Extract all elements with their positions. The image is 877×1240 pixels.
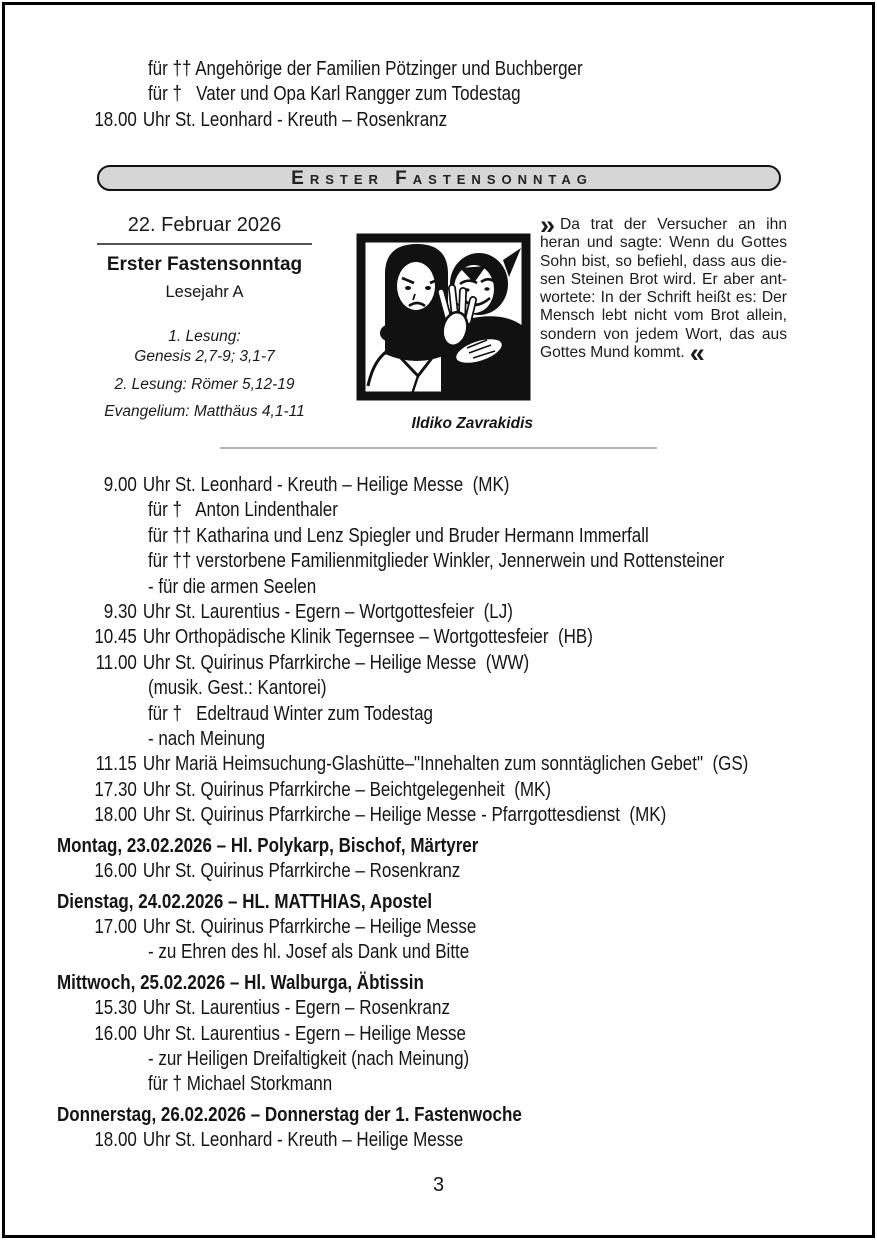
intention-text: - nach Meinung	[147, 728, 266, 751]
event-text: Uhr St. Quirinus Pfarrkirche – Rosenkranz	[142, 860, 461, 883]
intention-line	[57, 575, 839, 600]
schedule-line	[57, 625, 839, 650]
time-value: 17.30	[94, 778, 137, 801]
intention-line	[57, 702, 839, 727]
section-banner-label: Erster Fastensonntag	[291, 167, 593, 189]
intention-text: - zur Heiligen Dreifaltigkeit (nach Meinung)	[147, 1047, 470, 1070]
intention-text: für †† Katharina und Lenz Spiegler und Bruder Hermann Immerfall	[147, 524, 649, 547]
event-text: Uhr St. Quirinus Pfarrkirche – Beichtgelegenheit (MK)	[142, 778, 552, 801]
event-text: Uhr St. Leonhard - Kreuth – Heilige Messe	[142, 1129, 464, 1152]
section-divider	[220, 447, 657, 449]
page-number: 3	[432, 1174, 445, 1196]
time-value: 17.00	[94, 915, 137, 938]
time-value: 18.00	[94, 804, 137, 827]
schedule-line	[57, 651, 839, 676]
intention-line	[57, 498, 839, 523]
event-text: Uhr St. Quirinus Pfarrkirche – Heilige Messe	[142, 915, 477, 938]
day-heading-tuesday: Dienstag, 24.02.2026 – HL. MATTHIAS, Apostel	[57, 890, 433, 913]
reading1-reference: Genesis 2,7-9; 3,1-7	[134, 348, 275, 365]
section-banner	[97, 165, 781, 191]
intention-text: für † Anton Lindenthaler	[147, 499, 338, 522]
schedule-line	[57, 1022, 839, 1047]
intention-line	[57, 549, 839, 574]
schedule-line	[57, 473, 839, 498]
illustration-caption: Ildiko Zavrakidis	[411, 415, 533, 432]
intention-line	[57, 727, 839, 752]
event-text: Uhr St. Laurentius - Egern – Rosenkranz	[142, 997, 450, 1020]
intention-line	[57, 82, 839, 107]
time-value: 18.00	[94, 1129, 137, 1152]
intention-line	[57, 676, 839, 701]
schedule-line	[57, 859, 839, 884]
time-value: 16.00	[94, 1022, 137, 1045]
intention-text: für †† Angehörige der Familien Pötzinger und Buchberger	[147, 58, 583, 80]
time-value: 16.00	[94, 860, 137, 883]
time-value: 18.00	[94, 108, 137, 131]
intention-text: für † Michael Storkmann	[147, 1073, 333, 1096]
time-value: 9.00	[103, 474, 137, 496]
open-guillemet-icon: »	[540, 210, 554, 240]
intention-text: für †† verstorbene Familienmitglieder Winkler, Jennerwein und Rottensteiner	[147, 550, 725, 573]
reading2-reference: 2. Lesung: Römer 5,12-19	[114, 376, 295, 393]
day-heading-wednesday: Mittwoch, 25.02.2026 – Hl. Walburga, Äbtissin	[57, 971, 424, 994]
time-value: 11.15	[95, 753, 137, 776]
day-heading-monday: Montag, 23.02.2026 – Hl. Polykarp, Bischof, Märtyrer	[57, 834, 479, 857]
top-intentions-block	[57, 57, 877, 133]
schedule-line	[57, 600, 839, 625]
event-text: Uhr St. Laurentius - Egern – Wortgottesfeier (LJ)	[142, 601, 513, 624]
intention-line	[57, 57, 839, 82]
sunday-date: 22. Februar 2026	[97, 214, 312, 245]
reading1-label: 1. Lesung:	[168, 328, 241, 345]
schedule-block	[57, 473, 877, 1154]
time-value: 11.00	[95, 651, 137, 674]
temptation-illustration	[355, 232, 532, 402]
intention-text: - zu Ehren des hl. Josef als Dank und Bitte	[147, 941, 470, 964]
event-text: Uhr St. Quirinus Pfarrkirche – Heilige Messe (WW)	[142, 651, 530, 674]
intention-text: - für die armen Seelen	[147, 575, 317, 598]
illustration-column	[355, 232, 535, 433]
schedule-line	[57, 996, 839, 1021]
event-text: Uhr Mariä Heimsuchung-Glashütte–"Innehalten zum sonntäglichen Gebet" (GS)	[142, 753, 749, 776]
event-text: Uhr Orthopädische Klinik Tegernsee – Wortgottesfeier (HB)	[142, 626, 593, 649]
gospel-quote-text: Da trat der Versucher an ihn heran und sagte: Wenn du Gottes Sohn bist, so befiehl, dass aus diesen Steinen Brot wird. Er aber antwortete: In der Schrift heißt es: Der Mensch lebt nicht vom Brot allein, sondern von jedem Wort, das aus Gottes Mund kommt.	[540, 216, 787, 362]
event-text: Uhr St. Leonhard - Kreuth – Rosenkranz	[142, 108, 448, 131]
time-value: 9.30	[103, 601, 137, 624]
close-guillemet-icon: «	[689, 338, 703, 369]
intention-line	[57, 1047, 839, 1072]
readings-column	[97, 214, 312, 422]
intention-line	[57, 1072, 839, 1097]
intention-text: für † Vater und Opa Karl Rangger zum Todestag	[147, 83, 521, 106]
day-heading-thursday: Donnerstag, 26.02.2026 – Donnerstag der 1. Fastenwoche	[57, 1103, 522, 1126]
time-value: 10.45	[94, 626, 137, 649]
schedule-line	[57, 752, 839, 777]
intention-line	[57, 940, 839, 965]
time-value: 15.30	[94, 997, 137, 1020]
schedule-line	[57, 1128, 839, 1153]
schedule-line	[57, 803, 839, 828]
schedule-line	[57, 915, 839, 940]
event-text: Uhr St. Leonhard - Kreuth – Heilige Messe (MK)	[142, 474, 510, 496]
gospel-quote	[540, 210, 787, 369]
intention-text: (musik. Gest.: Kantorei)	[147, 677, 327, 700]
event-text: Uhr St. Quirinus Pfarrkirche – Heilige Messe - Pfarrgottesdienst (MK)	[142, 804, 667, 827]
sunday-info-row	[97, 210, 837, 459]
schedule-line	[57, 108, 839, 133]
lectionary-year: Lesejahr A	[165, 283, 244, 301]
sunday-title: Erster Fastensonntag	[106, 254, 303, 275]
event-text: Uhr St. Laurentius - Egern – Heilige Messe	[142, 1022, 467, 1045]
intention-line	[57, 524, 839, 549]
gospel-reference: Evangelium: Matthäus 4,1-11	[104, 403, 305, 420]
schedule-line	[57, 778, 839, 803]
intention-text: für † Edeltraud Winter zum Todestag	[147, 702, 434, 725]
